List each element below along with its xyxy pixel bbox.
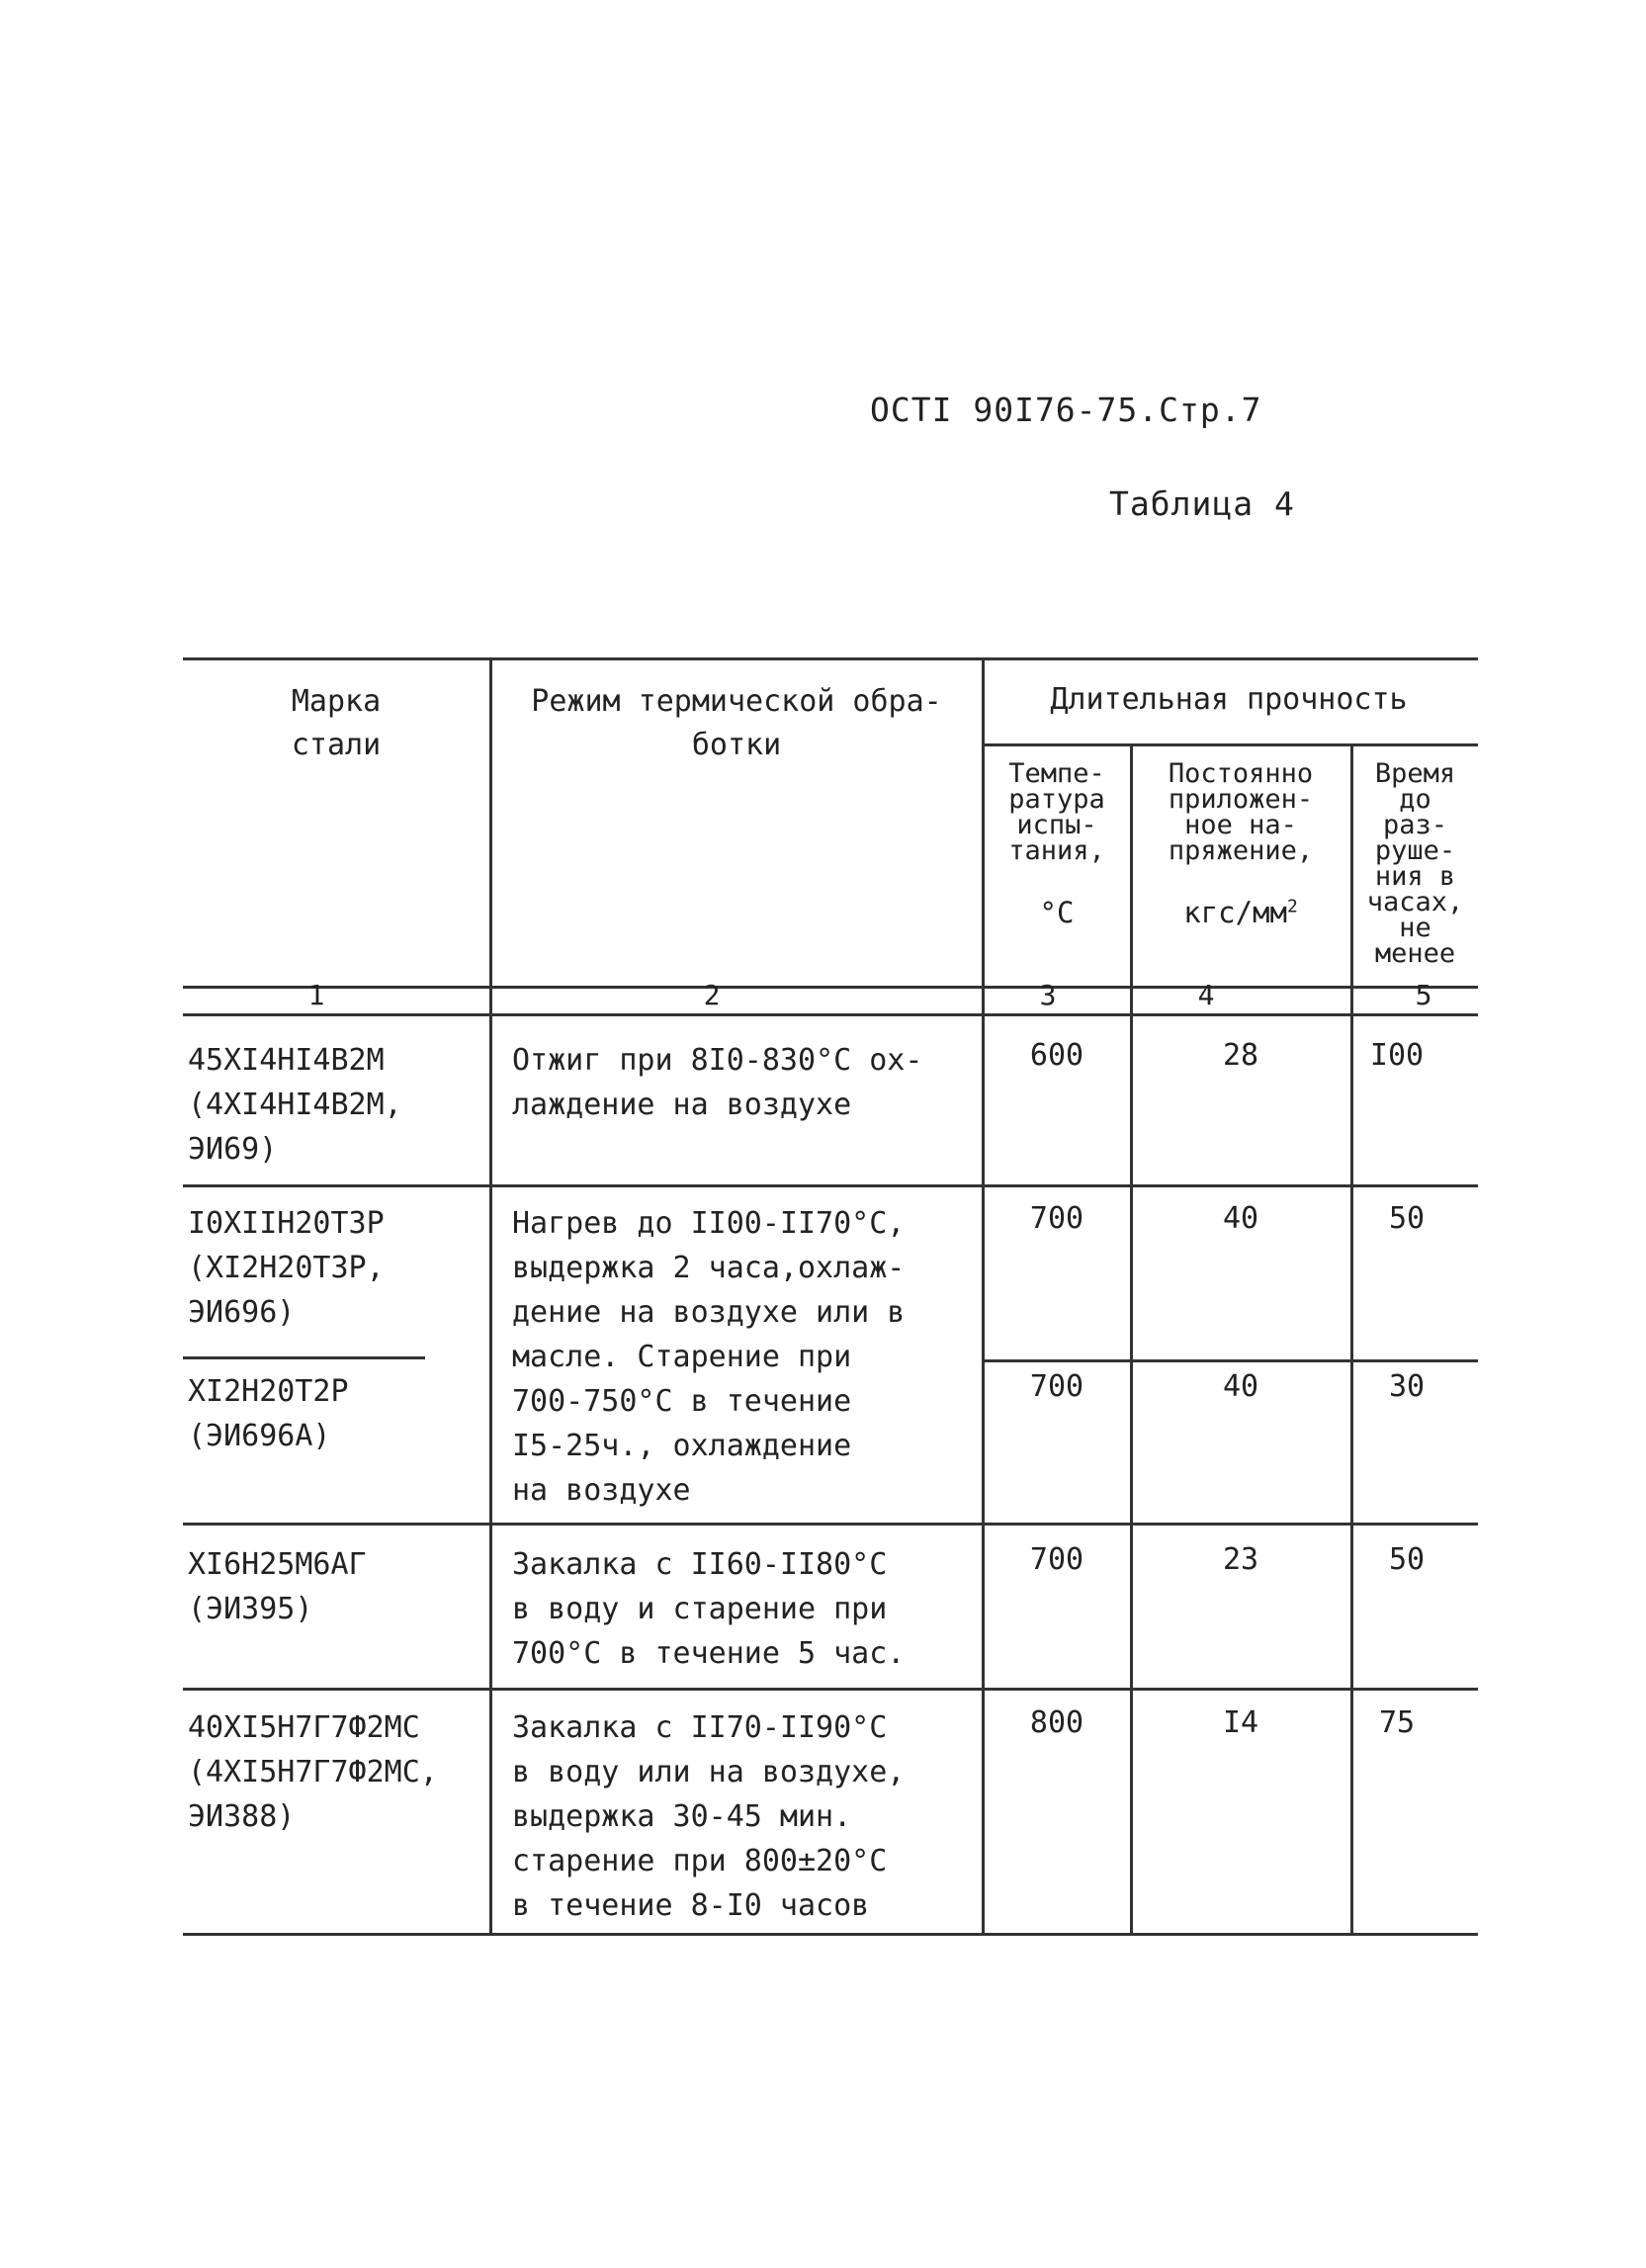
header-stress: Постоянно приложен- ное на- пряжение, bbox=[1168, 758, 1314, 866]
row-5-time: 75 bbox=[1378, 1705, 1416, 1740]
header-grade: Марка стали bbox=[291, 684, 382, 762]
row-rule-2b bbox=[984, 1359, 1478, 1362]
row-4-temperature: 700 bbox=[1029, 1542, 1084, 1577]
header-temperature-unit: °C bbox=[1039, 896, 1075, 929]
column-number-3: 3 bbox=[1039, 979, 1057, 1011]
row-4-stress: 23 bbox=[1222, 1542, 1259, 1577]
row-1-stress: 28 bbox=[1222, 1038, 1259, 1073]
row-rule-4 bbox=[183, 1688, 1478, 1691]
strength-subheader-rule bbox=[984, 743, 1478, 746]
row-rule-3 bbox=[183, 1523, 1478, 1526]
table-title: Таблица 4 bbox=[1109, 484, 1295, 523]
row-4-treatment: Закалка с II60-II80°С в воду и старение при 700°С в течение 5 час. bbox=[512, 1547, 906, 1671]
header-treatment: Режим термической обра- ботки bbox=[531, 684, 942, 762]
header-time: Время до раз- руше- ния в часах, не менее bbox=[1366, 758, 1464, 969]
row-3-time: 30 bbox=[1388, 1369, 1426, 1404]
row-1-temperature: 600 bbox=[1029, 1038, 1084, 1073]
column-number-1: 1 bbox=[307, 979, 325, 1011]
row-2-grade: I0ХIIН20Т3Р (ХI2Н20Т3Р, ЭИ696) bbox=[188, 1206, 385, 1330]
row-5-grade: 40ХI5Н7Г7Ф2МС (4ХI5Н7Г7Ф2МС, ЭИ388) bbox=[188, 1710, 438, 1834]
row-3-grade: ХI2Н20Т2Р (ЭИ696А) bbox=[188, 1374, 349, 1453]
column-number-5: 5 bbox=[1415, 979, 1432, 1011]
row-5-temperature: 800 bbox=[1029, 1705, 1084, 1740]
table-bottom-rule bbox=[183, 1933, 1478, 1936]
row-3-stress: 40 bbox=[1222, 1369, 1259, 1404]
header-bottom-rule bbox=[183, 1013, 1478, 1016]
column-numbers-top-rule bbox=[183, 986, 1478, 989]
col-divider-1 bbox=[489, 657, 492, 1933]
row-3-temperature: 700 bbox=[1029, 1369, 1084, 1404]
row-2-treatment: Нагрев до II00-II70°С, выдержка 2 часа,охлаж- дение на воздухе или в масле. Старение при 700-750°С в течение I5-25ч., охлаждение на воздухе bbox=[512, 1206, 906, 1508]
header-strength: Длительная прочность bbox=[1050, 682, 1408, 717]
row-2-stress: 40 bbox=[1222, 1201, 1259, 1236]
row-4-grade: ХI6Н25М6АГ (ЭИ395) bbox=[188, 1547, 367, 1626]
row-2-temperature: 700 bbox=[1029, 1201, 1084, 1236]
table-top-rule bbox=[183, 657, 1478, 660]
column-number-2: 2 bbox=[703, 979, 721, 1011]
row-1-grade: 45ХI4НI4В2М (4ХI4НI4В2М, ЭИ69) bbox=[188, 1043, 402, 1167]
row-rule-2a bbox=[183, 1356, 425, 1359]
row-1-time: I00 bbox=[1369, 1038, 1425, 1073]
row-5-stress: I4 bbox=[1222, 1705, 1259, 1740]
row-5-treatment: Закалка с II70-II90°С в воду или на воздухе, выдержка 30-45 мин. старение при 800±20°С в течение 8-I0 часов bbox=[512, 1710, 906, 1923]
document-header: ОСТI 90I76-75.Стр.7 bbox=[870, 391, 1262, 429]
row-4-time: 50 bbox=[1388, 1542, 1426, 1577]
header-temperature: Темпе- ратура испы- тания, bbox=[1008, 758, 1105, 866]
row-rule-1 bbox=[183, 1184, 1478, 1187]
row-1-treatment: Отжиг при 8I0-830°С ох- лаждение на воздухе bbox=[512, 1043, 923, 1122]
row-2-time: 50 bbox=[1388, 1201, 1426, 1236]
column-number-4: 4 bbox=[1197, 979, 1215, 1011]
header-stress-unit: кгс/$мм^2$ bbox=[1183, 896, 1298, 929]
